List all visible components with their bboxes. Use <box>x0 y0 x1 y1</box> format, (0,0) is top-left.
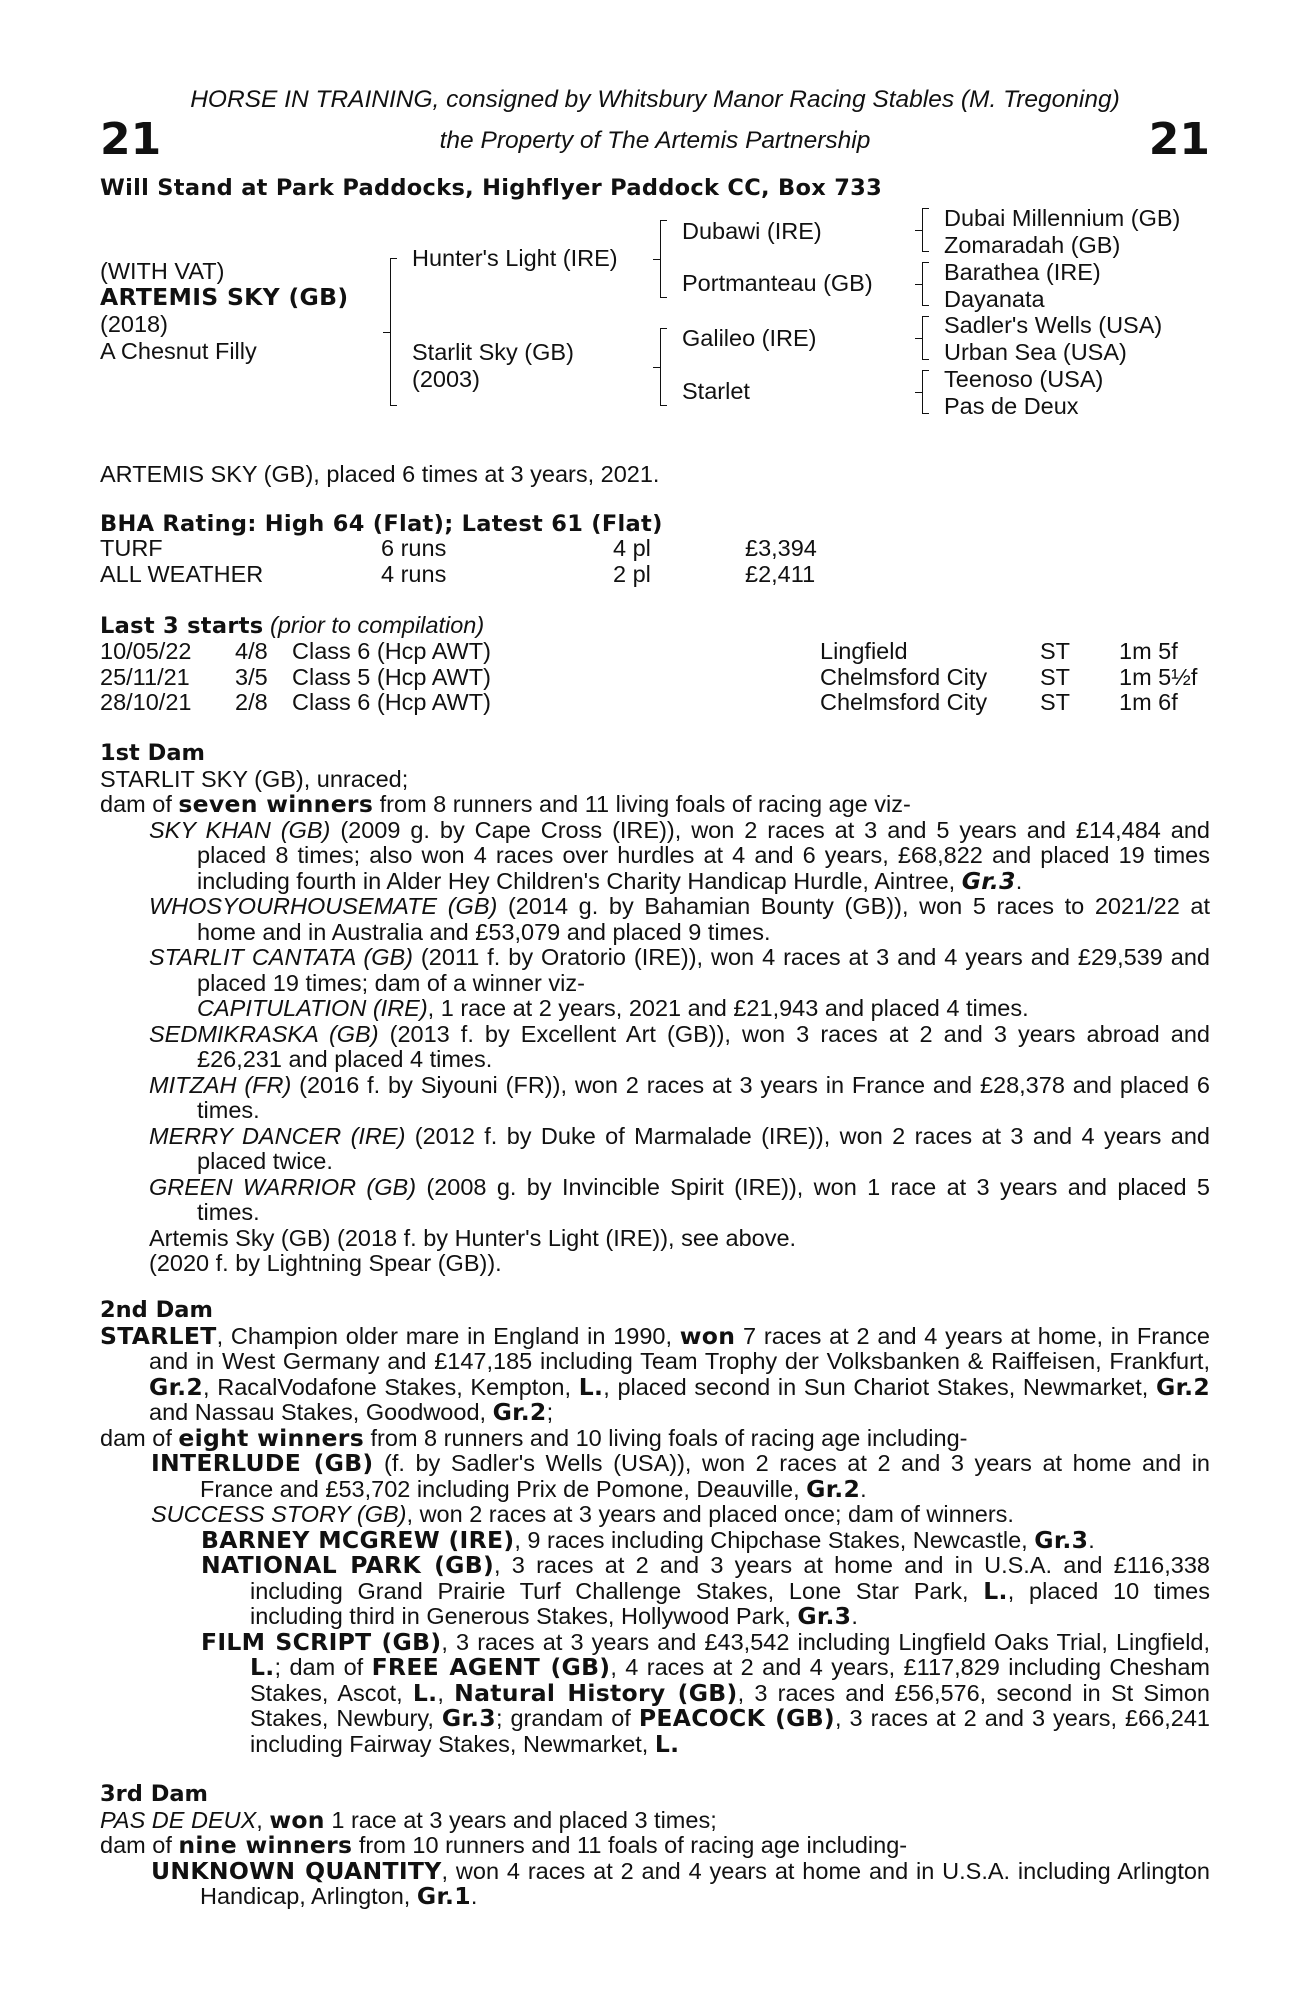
first-dam-name: STARLIT SKY (GB), unraced; <box>100 765 409 792</box>
produce-entry: STARLIT CANTATA (GB) (2011 f. by Oratorio (IRE)), won 4 races at 3 and 4 years and £29,539 and placed 19 times; dam of a winner viz- <box>149 944 1210 996</box>
start-going: ST <box>1040 638 1071 664</box>
third-dam-record: PAS DE DEUX, won 1 race at 3 years and placed 3 times; <box>100 1805 717 1834</box>
start-row <box>100 690 1210 716</box>
brace-dam <box>660 328 661 406</box>
produce-entry: MERRY DANCER (IRE) (2012 f. by Duke of Marmalade (IRE)), won 2 races at 3 and 4 years and placed twice. <box>149 1122 1210 1174</box>
brace-dd <box>922 370 923 414</box>
horse-year: (2018) <box>100 311 168 337</box>
pedigree-dsd: Urban Sea (USA) <box>944 339 1127 365</box>
start-date: 28/10/21 <box>100 689 192 715</box>
rating-row-turf <box>100 536 1210 562</box>
first-dam-produce-summary: dam of seven winners from 8 runners and 11 living foals of racing age viz- <box>100 790 911 818</box>
stand-line: Will Stand at Park Paddocks, Highflyer Paddock CC, Box 733 <box>100 175 883 201</box>
horse-description: A Chesnut Filly <box>100 338 257 364</box>
pedigree-sdd: Dayanata <box>944 286 1045 312</box>
start-course: Chelmsford City <box>820 664 988 690</box>
produce-entry: WHOSYOURHOUSEMATE (GB) (2014 g. by Bahamian Bounty (GB)), won 5 races to 2021/22 at home and in Australia and £53,079 and placed 9 times. <box>149 893 1210 945</box>
pedigree-sss: Dubai Millennium (GB) <box>944 205 1181 231</box>
start-course: Lingfield <box>820 638 908 664</box>
pedigree-sd: Portmanteau (GB) <box>682 270 873 296</box>
pedigree-ssd: Zomaradah (GB) <box>944 232 1121 258</box>
second-dam-record: STARLET, Champion older mare in England in 1990, won 7 races at 2 and 4 years at home, in France and in West Germany and £147,185 including Team Trophy der Volksbanken & Raiffeisen, Frankfurt, Gr.2, RacalVodafone Stakes, Kempton, L., placed second in Sun Chariot Stakes, Newmarket, Gr.2 and Nassau Stakes, Goodwood, Gr.2; <box>100 1321 1210 1426</box>
rating-prize: £3,394 <box>745 535 817 561</box>
produce-entry: MITZAH (FR) (2016 f. by Siyouni (FR)), won 2 races at 3 years in France and £28,378 and placed 6 times. <box>149 1071 1210 1123</box>
last-starts-note: (prior to compilation) <box>270 612 485 638</box>
rating-runs: 4 runs <box>381 561 447 587</box>
pedigree-dds: Teenoso (USA) <box>944 366 1104 392</box>
produce-entry: (2020 f. by Lightning Spear (GB)). <box>149 1250 502 1276</box>
third-dam-section <box>100 1782 1210 1910</box>
race-summary: ARTEMIS SKY (GB), placed 6 times at 3 years, 2021. <box>100 461 660 487</box>
pedigree-dss: Sadler's Wells (USA) <box>944 312 1163 338</box>
pedigree-dam-year: (2003) <box>412 366 480 392</box>
rating-surface: ALL WEATHER <box>100 561 264 587</box>
grandproduce-entry: NATIONAL PARK (GB), 3 races at 2 and 3 years at home and in U.S.A. and £116,338 including Grand Prairie Turf Challenge Stakes, Lone Star Park, L., placed 10 times including third in Generous Stakes, Hollywood Park, Gr.3. <box>201 1551 1210 1630</box>
bha-rating: BHA Rating: High 64 (Flat); Latest 61 (Flat) <box>100 511 663 537</box>
start-going: ST <box>1040 689 1071 715</box>
start-row <box>100 665 1210 691</box>
rating-placings: 4 pl <box>613 535 651 561</box>
first-dam-section <box>100 741 1210 1277</box>
produce-entry: SKY KHAN (GB) (2009 g. by Cape Cross (IRE)), won 2 races at 3 and 5 years and £14,484 and placed 8 times; also won 4 races over hurdles at 4 and 6 years, £68,822 and placed 19 times including fourth in Alder Hey Children's Charity Handicap Hurdle, Aintree, Gr.3. <box>149 816 1210 895</box>
start-race: Class 5 (Hcp AWT) <box>292 664 491 690</box>
start-row <box>100 639 1210 665</box>
consignor-line: HORSE IN TRAINING, consigned by Whitsbury Manor Racing Stables (M. Tregoning) <box>190 86 1120 113</box>
pedigree-dd: Starlet <box>682 378 750 404</box>
start-race: Class 6 (Hcp AWT) <box>292 638 491 664</box>
brace-gen1 <box>390 258 391 406</box>
second-dam-section <box>100 1298 1210 1757</box>
pedigree-ss: Dubawi (IRE) <box>682 218 822 244</box>
brace-ss <box>922 208 923 252</box>
last-starts-title: Last 3 starts <box>100 613 264 639</box>
lot-number-left: 21 <box>100 114 162 165</box>
start-distance: 1m 5f <box>1119 638 1178 664</box>
start-date: 25/11/21 <box>100 664 190 690</box>
start-position: 3/5 <box>235 664 268 690</box>
second-dam-produce-summary: dam of eight winners from 8 runners and 10 living foals of racing age including- <box>100 1423 968 1452</box>
produce-entry: UNKNOWN QUANTITY, won 4 races at 2 and 4 years at home and in U.S.A. including Arlington Handicap, Arlington, Gr.1. <box>151 1856 1211 1910</box>
rating-prize: £2,411 <box>745 561 816 587</box>
start-course: Chelmsford City <box>820 689 988 715</box>
last-starts-heading <box>100 613 484 640</box>
brace-sire <box>660 220 661 298</box>
rating-runs: 6 runs <box>381 535 447 561</box>
produce-subentry: CAPITULATION (IRE), 1 race at 2 years, 2021 and £21,943 and placed 4 times. <box>197 995 1029 1021</box>
first-dam-produce-list <box>100 818 1210 1277</box>
brace-ds <box>922 316 923 360</box>
pedigree-ds: Galileo (IRE) <box>682 325 817 351</box>
start-race: Class 6 (Hcp AWT) <box>292 689 491 715</box>
vat-note: (WITH VAT) <box>100 258 225 284</box>
start-date: 10/05/22 <box>100 638 192 664</box>
third-dam-heading: 3rd Dam <box>100 1781 208 1807</box>
lot-number-right: 21 <box>1148 114 1210 165</box>
start-distance: 1m 5½f <box>1119 664 1198 690</box>
horse-name: ARTEMIS SKY (GB) <box>100 283 349 311</box>
catalogue-page <box>100 0 1210 2000</box>
start-position: 4/8 <box>235 638 268 664</box>
third-dam-produce-summary: dam of nine winners from 10 runners and 11 foals of racing age including- <box>100 1831 908 1859</box>
rating-placings: 2 pl <box>613 561 651 587</box>
start-going: ST <box>1040 664 1071 690</box>
brace-sd <box>922 262 923 306</box>
produce-entry: SUCCESS STORY (GB), won 2 races at 3 years and placed once; dam of winners. <box>151 1501 1014 1527</box>
grandproduce-entry: FILM SCRIPT (GB), 3 races at 3 years and £43,542 including Lingfield Oaks Trial, Lingfield, L.; dam of FREE AGENT (GB), 4 races at 2 and 4 years, £117,829 including Chesham Stakes, Ascot, L., Natural History (GB), 3 races and £56,576, second in St Simon Stakes, Newbury, Gr.3; grandam of PEACOCK (GB), 3 races at 2 and 3 years, £66,241 including Fairway Stakes, Newmarket, L. <box>201 1627 1211 1758</box>
produce-entry: INTERLUDE (GB) (f. by Sadler's Wells (USA)), won 2 races at 2 and 3 years at home and in France and £53,702 including Prix de Pomone, Deauville, Gr.2. <box>151 1449 1210 1503</box>
pedigree-sire: Hunter's Light (IRE) <box>412 245 618 271</box>
rating-row-aw <box>100 562 1210 588</box>
pedigree-sds: Barathea (IRE) <box>944 259 1101 285</box>
start-distance: 1m 6f <box>1119 689 1178 715</box>
produce-entry: SEDMIKRASKA (GB) (2013 f. by Excellent Art (GB)), won 3 races at 2 and 3 years abroad and £26,231 and placed 4 times. <box>149 1020 1210 1072</box>
property-line: the Property of The Artemis Partnership <box>439 127 871 154</box>
second-dam-heading: 2nd Dam <box>100 1297 213 1323</box>
grandproduce-entry: BARNEY MCGREW (IRE), 9 races including Chipchase Stakes, Newcastle, Gr.3. <box>201 1525 1095 1554</box>
produce-entry: GREEN WARRIOR (GB) (2008 g. by Invincible Spirit (IRE)), won 1 race at 3 years and placed 5 times. <box>149 1173 1210 1225</box>
first-dam-heading: 1st Dam <box>100 740 205 766</box>
pedigree-ddd: Pas de Deux <box>944 393 1079 419</box>
start-position: 2/8 <box>235 689 268 715</box>
pedigree-dam: Starlit Sky (GB) <box>412 339 574 365</box>
rating-surface: TURF <box>100 535 163 561</box>
produce-entry: Artemis Sky (GB) (2018 f. by Hunter's Light (IRE)), see above. <box>149 1224 797 1251</box>
